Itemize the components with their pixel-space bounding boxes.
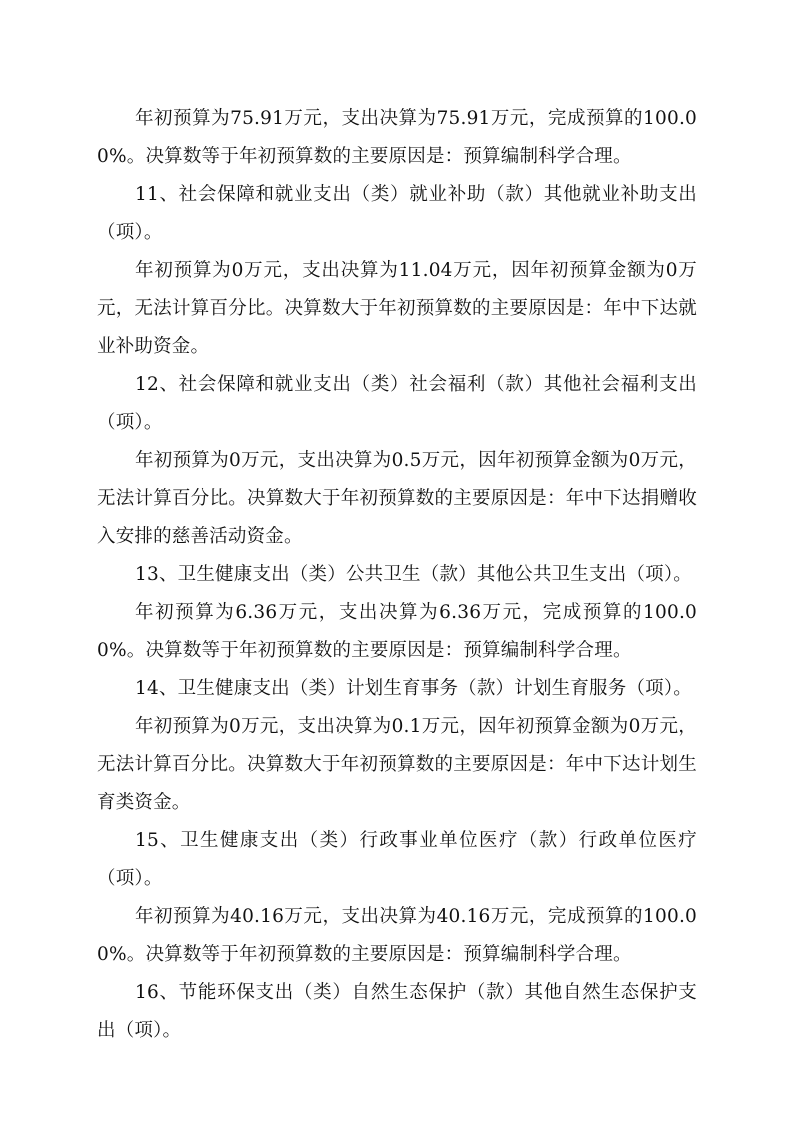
- document-body: [97, 100, 697, 1050]
- paragraph-item-11-heading: 11、社会保障和就业支出（类）就业补助（款）其他就业补助支出（项）。: [97, 184, 697, 243]
- paragraph-budget-40-16: 年初预算为40.16万元，支出决算为40.16万元，完成预算的100.00%。决算数等于年初预算数的主要原因是：预算编制科学合理。: [97, 906, 697, 965]
- paragraph-item-12-heading: 12、社会保障和就业支出（类）社会福利（款）其他社会福利支出（项）。: [97, 374, 697, 433]
- paragraph-budget-0-1: 年初预算为0万元，支出决算为0.1万元，因年初预算金额为0万元，无法计算百分比。决算数大于年初预算数的主要原因是：年中下达计划生育类资金。: [97, 716, 697, 813]
- paragraph-item-16-heading: 16、节能环保支出（类）自然生态保护（款）其他自然生态保护支出（项）。: [97, 982, 697, 1041]
- paragraph-budget-11-04: 年初预算为0万元，支出决算为11.04万元，因年初预算金额为0万元，无法计算百分比。决算数大于年初预算数的主要原因是：年中下达就业补助资金。: [97, 260, 697, 357]
- paragraph-budget-0-5: 年初预算为0万元，支出决算为0.5万元，因年初预算金额为0万元，无法计算百分比。决算数大于年初预算数的主要原因是：年中下达捐赠收入安排的慈善活动资金。: [97, 450, 697, 547]
- paragraph-item-14-heading: 14、卫生健康支出（类）计划生育事务（款）计划生育服务（项）。: [135, 678, 692, 699]
- paragraph-budget-75-91: 年初预算为75.91万元，支出决算为75.91万元，完成预算的100.00%。决算数等于年初预算数的主要原因是：预算编制科学合理。: [97, 108, 697, 167]
- paragraph-budget-6-36: 年初预算为6.36万元，支出决算为6.36万元，完成预算的100.00%。决算数等于年初预算数的主要原因是：预算编制科学合理。: [97, 602, 697, 661]
- paragraph-item-13-heading: 13、卫生健康支出（类）公共卫生（款）其他公共卫生支出（项）。: [135, 564, 692, 585]
- paragraph-item-15-heading: 15、卫生健康支出（类）行政事业单位医疗（款）行政单位医疗（项）。: [97, 830, 697, 889]
